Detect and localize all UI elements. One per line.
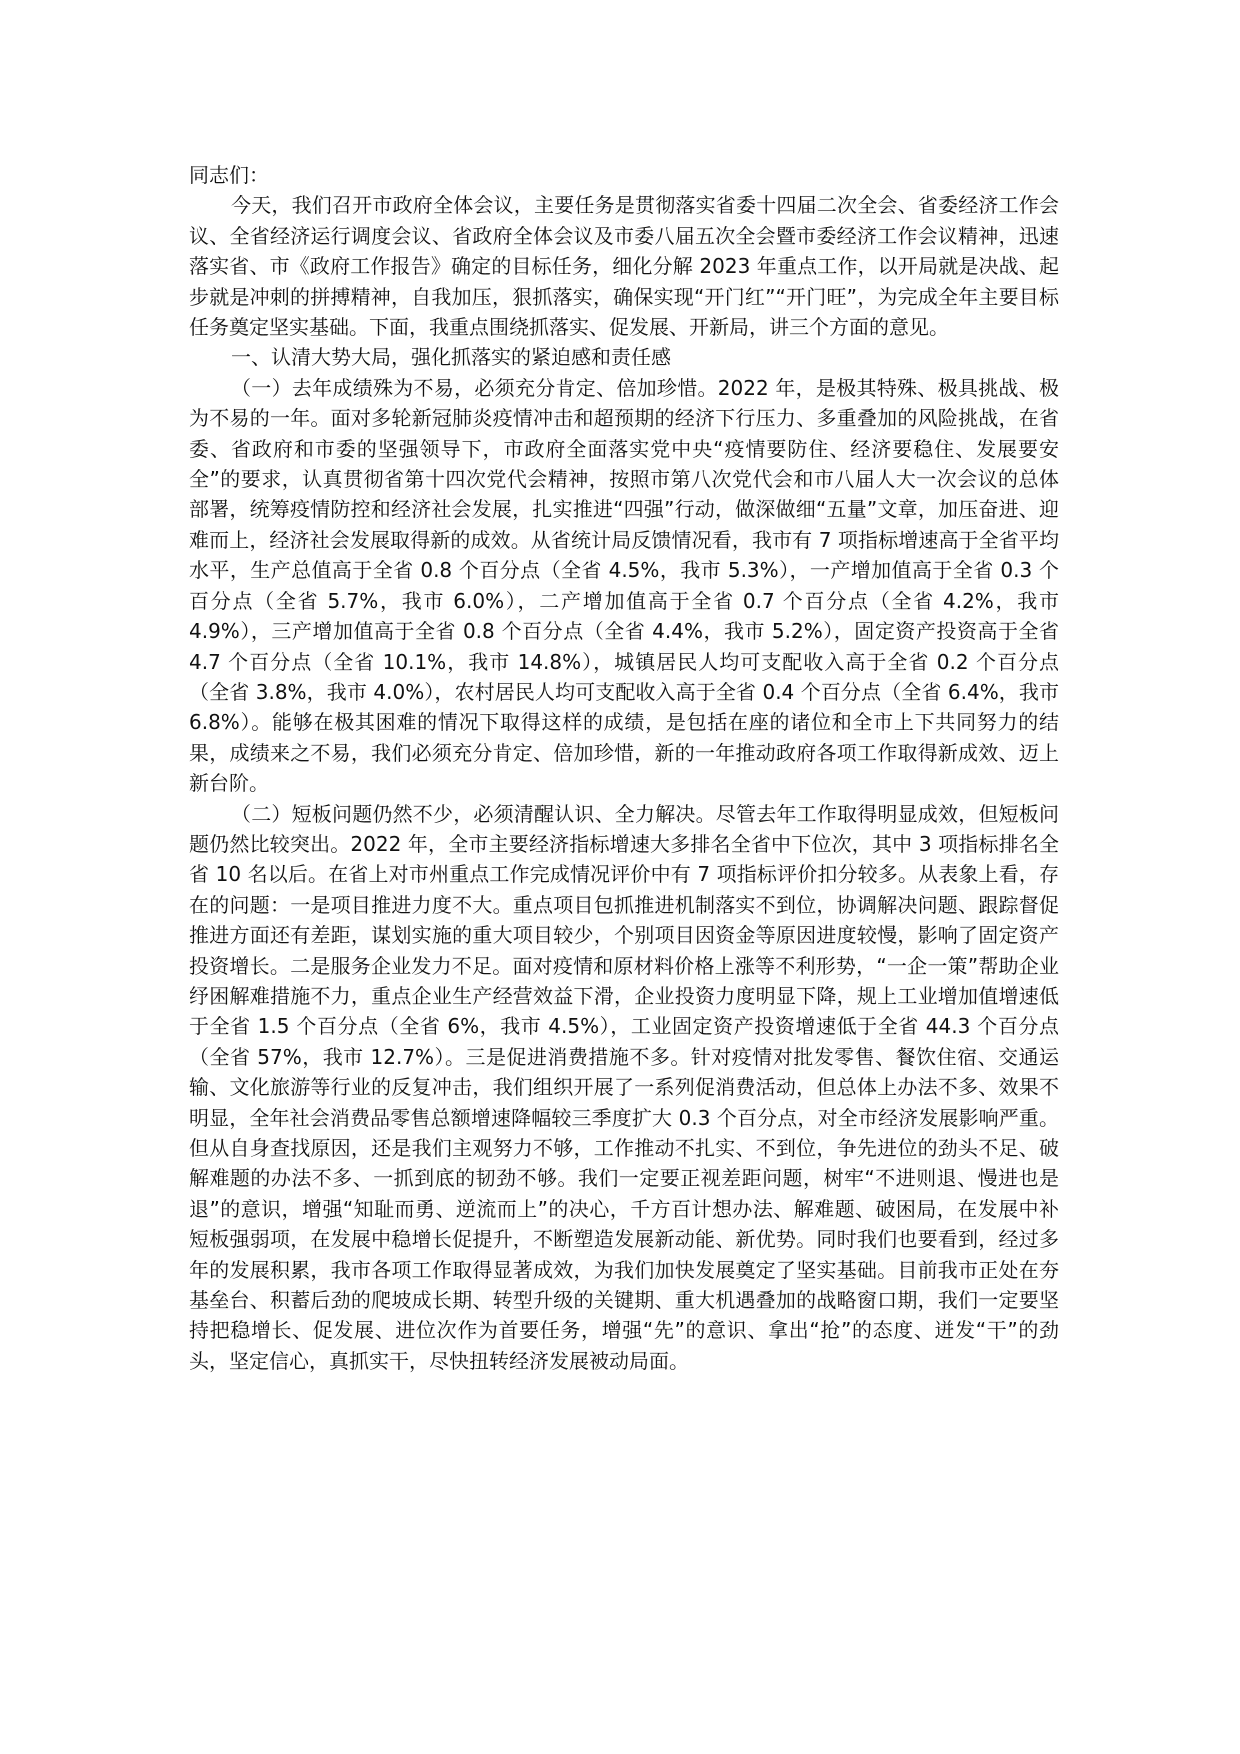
intro-paragraph: 今天，我们召开市政府全体会议，主要任务是贯彻落实省委十四届二次全会、省委经济工作会议、全省经济运行调度会议、省政府全体会议及市委八届五次全会暨市委经济工作会议精神，迅速落实省、市《政府工作报告》确定的目标任务，细化分解 2023 年重点工作，以开局就是决战、起步就是冲刺的拼搏精神，自我加压，狠抓落实，确保实现“开门红”“开门旺”，为完成全年主要目标任务奠定坚实基础。下面，我重点围绕抓落实、促发展、开新局，讲三个方面的意见。	[189, 193, 1059, 340]
salutation: 同志们：	[189, 163, 269, 187]
section-heading: 一、认清大势大局，强化抓落实的紧迫感和责任感	[231, 345, 671, 370]
document-body	[189, 160, 1059, 1376]
subsection-paragraph-2: （二）短板问题仍然不少，必须清醒认识、全力解决。尽管去年工作取得明显成效，但短板问题仍然比较突出。2022 年，全市主要经济指标增速大多排名全省中下位次，其中 3 项指标排名全省 10 名以后。在省上对市州重点工作完成情况评价中有 7 项指标评价扣分较多。从表象上看，存在的问题：一是项目推进力度不大。重点项目包抓推进机制落实不到位，协调解决问题、跟踪督促推进方面还有差距，谋划实施的重大项目较少，个别项目因资金等原因进度较慢，影响了固定资产投资增长。二是服务企业发力不足。面对疫情和原材料价格上涨等不利形势，“一企一策”帮助企业纾困解难措施不力，重点企业生产经营效益下滑，企业投资力度明显下降，规上工业增加值增速低于全省 1.5 个百分点（全省 6%，我市 4.5%），工业固定资产投资增速低于全省 44.3 个百分点（全省 57%，我市 12.7%）。三是促进消费措施不多。针对疫情对批发零售、餐饮住宿、交通运输、文化旅游等行业的反复冲击，我们组织开展了一系列促消费活动，但总体上办法不多、效果不明显，全年社会消费品零售总额增速降幅较三季度扩大 0.3 个百分点，对全市经济发展影响严重。但从自身查找原因，还是我们主观努力不够，工作推动不扎实、不到位，争先进位的劲头不足、破解难题的办法不多、一抓到底的韧劲不够。我们一定要正视差距问题，树牢“不进则退、慢进也是退”的意识，增强“知耻而勇、逆流而上”的决心，千方百计想办法、解难题、破困局，在发展中补短板强弱项，在发展中稳增长促提升，不断塑造发展新动能、新优势。同时我们也要看到，经过多年的发展积累，我市各项工作取得显著成效，为我们加快发展奠定了坚实基础。目前我市正处在夯基垒台、积蓄后劲的爬坡成长期、转型升级的关键期、重大机遇叠加的战略窗口期，我们一定要坚持把稳增长、促发展、进位次作为首要任务，增强“先”的意识、拿出“抢”的态度、迸发“干”的劲头，坚定信心，真抓实干，尽快扭转经济发展被动局面。	[189, 801, 1059, 1373]
subsection-paragraph-1: （一）去年成绩殊为不易，必须充分肯定、倍加珍惜。2022 年，是极其特殊、极具挑战、极为不易的一年。面对多轮新冠肺炎疫情冲击和超预期的经济下行压力、多重叠加的风险挑战，在省委、省政府和市委的坚强领导下，市政府全面落实党中央“疫情要防住、经济要稳住、发展要安全”的要求，认真贯彻省第十四次党代会精神，按照市第八次党代会和市八届人大一次会议的总体部署，统筹疫情防控和经济社会发展，扎实推进“四强”行动，做深做细“五量”文章，加压奋进、迎难而上，经济社会发展取得新的成效。从省统计局反馈情况看，我市有 7 项指标增速高于全省平均水平，生产总值高于全省 0.8 个百分点（全省 4.5%，我市 5.3%），一产增加值高于全省 0.3 个百分点（全省 5.7%，我市 6.0%），二产增加值高于全省 0.7 个百分点（全省 4.2%，我市 4.9%），三产增加值高于全省 0.8 个百分点（全省 4.4%，我市 5.2%），固定资产投资高于全省 4.7 个百分点（全省 10.1%，我市 14.8%），城镇居民人均可支配收入高于全省 0.2 个百分点（全省 3.8%，我市 4.0%），农村居民人均可支配收入高于全省 0.4 个百分点（全省 6.4%，我市 6.8%）。能够在极其困难的情况下取得这样的成绩，是包括在座的诸位和全市上下共同努力的结果，成绩来之不易，我们必须充分肯定、倍加珍惜，新的一年推动政府各项工作取得新成效、迈上新台阶。	[189, 375, 1059, 796]
